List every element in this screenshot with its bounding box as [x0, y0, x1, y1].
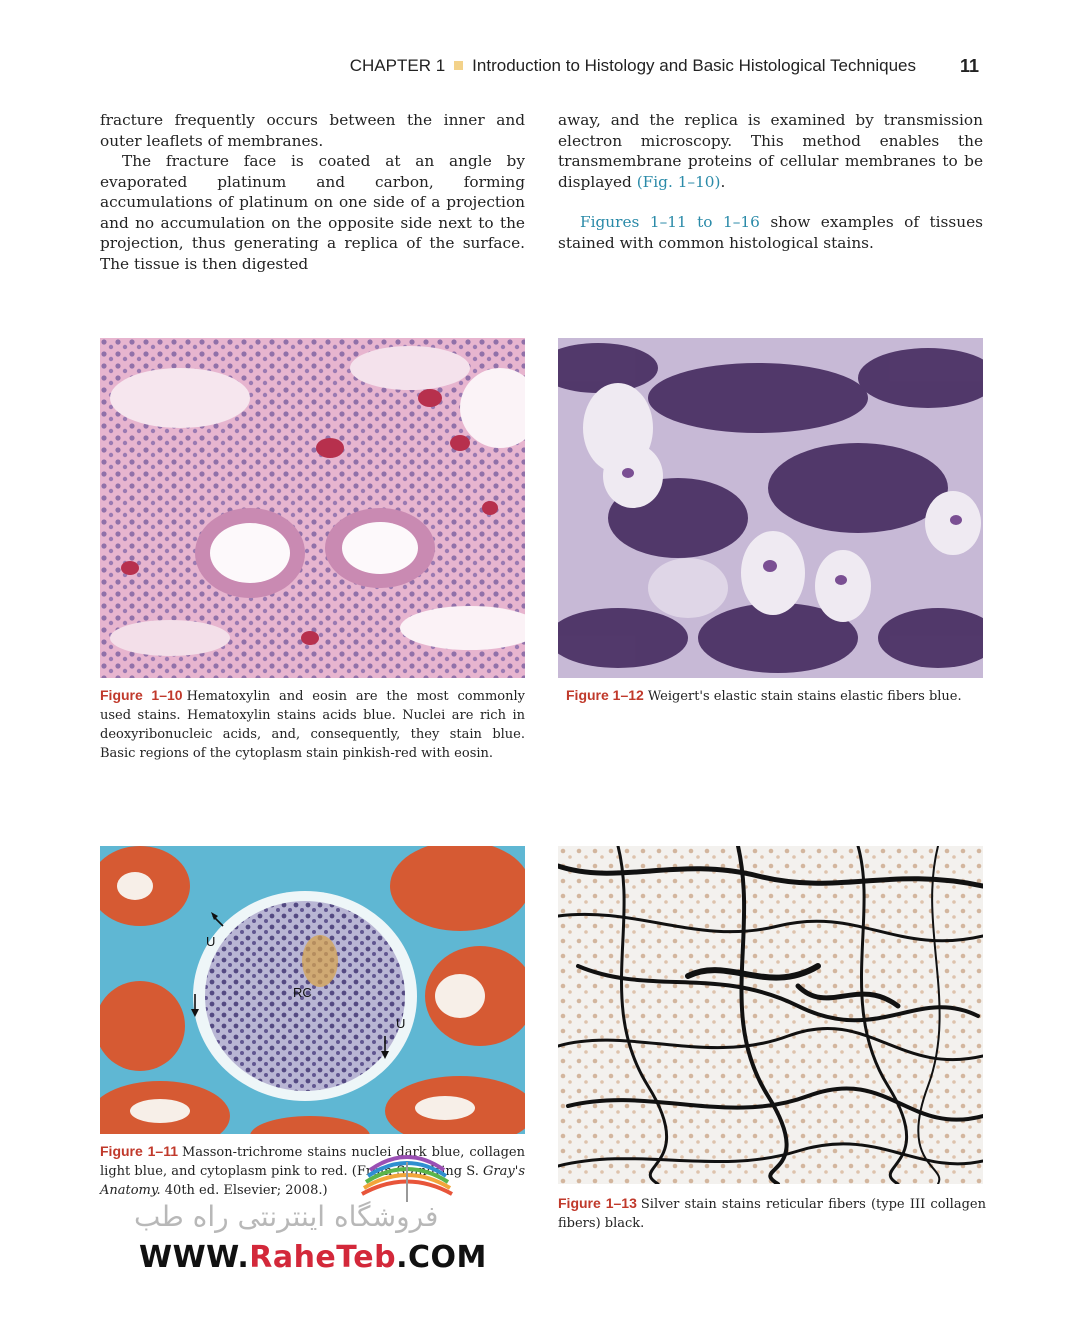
header-square-icon	[454, 61, 463, 70]
watermark-book-logo-icon	[352, 1144, 462, 1204]
right-paragraph-2: Figures 1–11 to 1–16 show examples of tissues stained with common histological stains.	[558, 213, 983, 252]
figure-1-12-caption: Figure 1–12 Weigert's elastic stain stains elastic fibers blue.	[566, 687, 962, 704]
left-column	[100, 110, 525, 274]
left-paragraph-1: fracture frequently occurs between the inner and outer leaflets of membranes.	[100, 111, 525, 150]
watermark-persian-text: فروشگاه اینترنتی راه طب	[134, 1200, 439, 1233]
figure-1-10-caption: Figure 1–10 Hematoxylin and eosin are the most commonly used stains. Hematoxylin stains acids blue. Nuclei are rich in deoxyribonucleic acids, and, consequently, they stain blue. Basic regions of the cytoplasm stain pinkish-red with eosin.	[100, 687, 525, 761]
left-paragraph-2: The fracture face is coated at an angle by evaporated platinum and carbon, forming accumulations of platinum on one side of a projection and no accumulation on the opposite side next to the projection, thus generating a replica of the surface. The tissue is then digested	[100, 152, 525, 273]
chapter-label: CHAPTER 1	[349, 56, 446, 75]
figure-1-13-caption: Figure 1–13 Silver stain stains reticular fibers (type III collagen fibers) black.	[558, 1195, 986, 1231]
figure-1-12-label: Figure 1–12	[566, 687, 644, 703]
figure-1-11-image	[100, 846, 525, 1134]
right-column	[558, 110, 983, 253]
figure-1-11-label-rc: RC	[293, 985, 312, 1000]
figure-1-10-image	[100, 338, 525, 678]
figure-1-11-caption: Figure 1–11 Masson-trichrome stains nuclei dark blue, collagen light blue, and cytoplasm pink to red. (From Standring S. Gray's Anatomy. 40th ed. Elsevier; 2008.)	[100, 1143, 525, 1198]
page-number: 11	[960, 56, 980, 76]
running-head	[350, 56, 916, 76]
page-header	[0, 56, 1073, 80]
figure-1-11-label: Figure 1–11	[100, 1143, 178, 1159]
figure-1-10-label: Figure 1–10	[100, 687, 183, 703]
figure-1-12-image	[558, 338, 983, 678]
figure-1-13-image	[558, 846, 983, 1184]
figure-1-11-label-u-right: U	[396, 1016, 406, 1031]
figure-reference-1-11-to-1-16[interactable]: Figures 1–11 to 1–16	[580, 213, 760, 231]
figure-1-11-label-u-top: U	[206, 934, 216, 949]
chapter-title: Introduction to Histology and Basic Histological Techniques	[472, 56, 916, 75]
watermark-url: WWW.RaheTeb.COM	[139, 1240, 487, 1275]
right-paragraph-1: away, and the replica is examined by transmission electron microscopy. This method enables the transmembrane proteins of cellular membranes to be displayed (Fig. 1–10).	[558, 111, 983, 191]
figure-reference-1-10[interactable]: (Fig. 1–10)	[636, 172, 721, 191]
figure-1-13-label: Figure 1–13	[558, 1195, 637, 1211]
